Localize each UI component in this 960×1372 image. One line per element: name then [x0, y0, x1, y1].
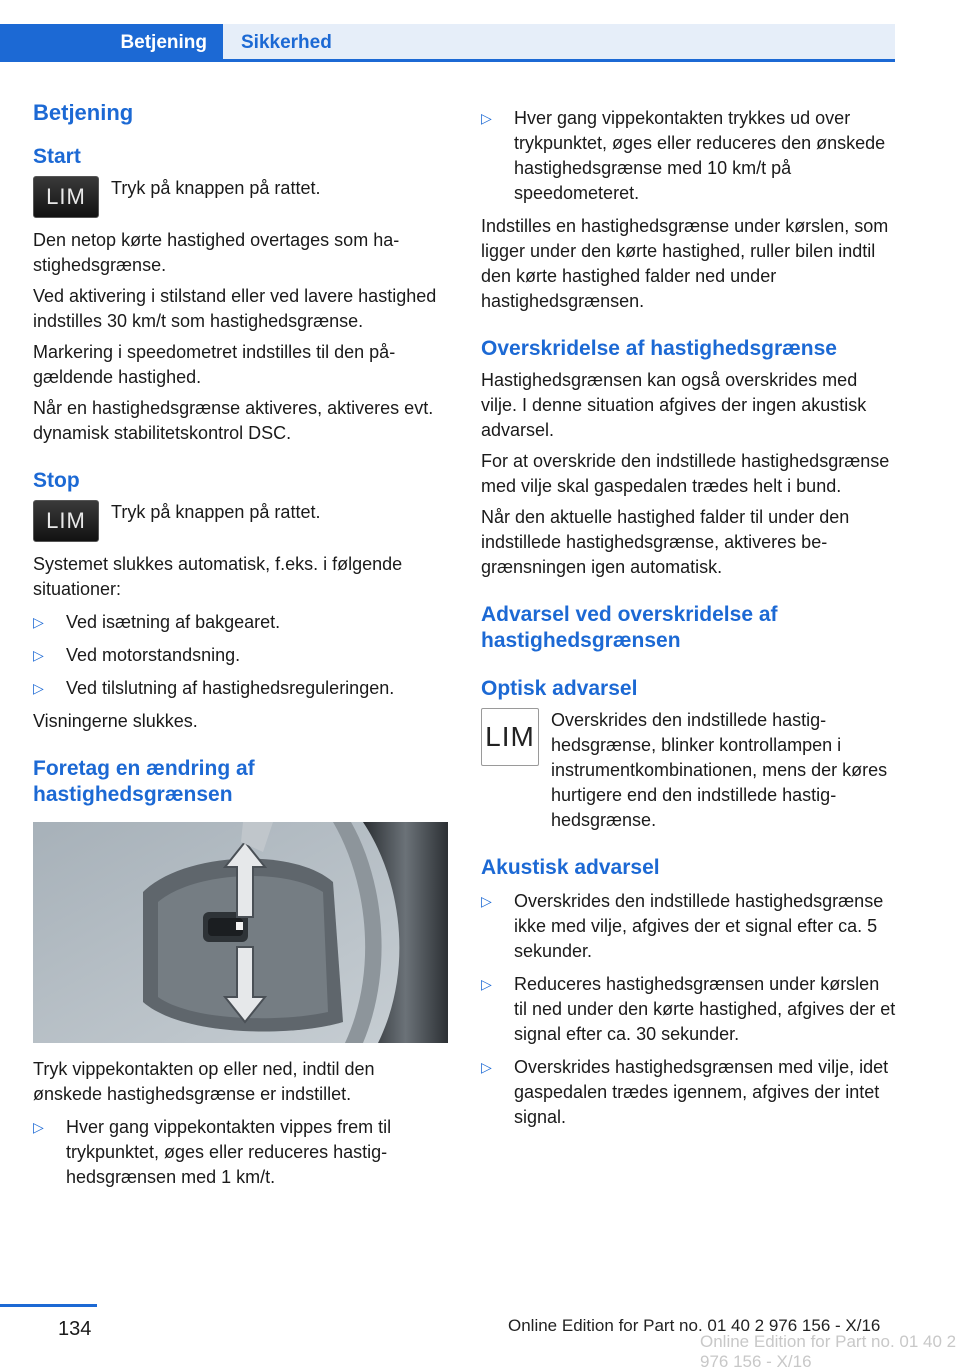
exceed-paragraph-1: Hastighedsgrænsen kan også overskrides med vilje. I denne situation afgives der ingen akustisk advarsel.	[481, 370, 867, 440]
list-item: ▷ Ved motorstandsning.	[33, 643, 448, 668]
change-paragraph: Tryk vippekontakten op eller ned, indtil den ønskede hastighedsgrænse er indstillet.	[33, 1059, 375, 1104]
lim-indicator-icon: LIM	[481, 708, 539, 766]
stop-after: Visningerne slukkes.	[33, 711, 198, 731]
list-item: ▷ Ved tilslutning af hastighedsreguleringen.	[33, 676, 448, 701]
start-heading: Start	[33, 145, 81, 168]
stop-instruction-row	[33, 500, 448, 542]
list-item: ▷ Overskrides den indstillede hastighedsgrænse ikke med vilje, afgives der et signal efter ca. 5 sekunder.	[481, 889, 896, 964]
list-item: ▷ Overskrides hastighedsgrænsen med vilje, idet gaspedalen trædes igennem, afgives der intet signal.	[481, 1055, 896, 1130]
chapter-tab-bar	[0, 24, 895, 62]
start-paragraph-1: Den netop kørte hastighed overtages som hastighedsgrænse.	[33, 230, 400, 275]
exceed-paragraph-3: Når den aktuelle hastighed falder til under den indstillede hastighedsgrænse, aktiveres begrænsningen igen automatisk.	[481, 507, 850, 577]
section-title: Betjening	[33, 100, 134, 125]
left-column	[33, 100, 448, 1198]
page-number: 134	[58, 1318, 92, 1340]
stop-heading: Stop	[33, 469, 80, 492]
optical-warning-row	[481, 708, 896, 833]
footer-rule	[0, 1304, 97, 1307]
start-instruction-row	[33, 176, 448, 218]
tab-betjening[interactable]: Betjening	[0, 24, 223, 60]
acoustic-warning-heading: Akustisk advarsel	[481, 856, 660, 879]
start-paragraph-3: Markering i speedometret indstilles til den pågældende hastighed.	[33, 342, 396, 387]
lim-button-icon: LIM	[33, 176, 99, 218]
start-paragraph-4: Når en hastighedsgrænse aktiveres, aktiveres evt. dynamisk stabilitetskontrol DSC.	[33, 398, 434, 443]
optical-warning-heading: Optisk advarsel	[481, 677, 638, 700]
stop-paragraph: Systemet slukkes automatisk, f.eks. i følgende situationer:	[33, 554, 403, 599]
list-item: ▷ Reduceres hastighedsgrænsen under kørslen til ned under den kørte hastighed, afgives der et signal efter ca. 30 sekunder.	[481, 972, 896, 1047]
edition-text: Online Edition for Part no. 01 40 2 976 156 - X/16	[508, 1316, 881, 1335]
optical-warning-text: Overskrides den indstillede hastighedsgrænse, blinker kontrollampen i instrumentkombinationen, mens der køres hurtigere end den indstillede hastighedsgrænse.	[551, 710, 888, 830]
watermark-text: Online Edition for Part no. 01 40 2 976 156 - X/16	[700, 1332, 957, 1371]
start-instruction: Tryk på knappen på rattet.	[111, 178, 321, 198]
exceed-paragraph-2: For at overskride den indstillede hastighedsgrænse med vilje skal gaspedalen trædes helt i bund.	[481, 451, 890, 496]
list-item: ▷ Hver gang vippekontakten trykkes ud over trykpunktet, øges eller reduceres den ønskede hastighedsgrænse med 10 km/t på speedometeret.	[481, 106, 896, 206]
change-list	[33, 1115, 448, 1190]
change-after: Indstilles en hastighedsgrænse under kørslen, som ligger under den kørte hastighed, ruller bilen indtil den kørte hastighed falder ned under hastighedsgrænsen.	[481, 216, 889, 311]
warning-heading: Advarsel ved overskridelse af hastighedsgrænsen	[481, 603, 778, 652]
lim-button-icon: LIM	[33, 500, 99, 542]
tab-sikkerhed[interactable]: Sikkerhed	[223, 24, 895, 60]
change-heading: Foretag en ændring af hastighedsgrænsen	[33, 757, 255, 806]
acoustic-list	[481, 889, 896, 1130]
list-item: ▷ Ved isætning af bakgearet.	[33, 610, 448, 635]
exceed-heading: Overskridelse af hastighedsgrænse	[481, 337, 837, 360]
list-item: ▷ Hver gang vippekontakten vippes frem til trykpunktet, øges eller reduceres hastighedsgrænsen med 1 km/t.	[33, 1115, 448, 1190]
tab-underline	[0, 59, 895, 62]
stop-list	[33, 610, 448, 701]
change-list-continued	[481, 106, 896, 206]
right-column	[481, 100, 896, 1138]
steering-wheel-rocker-photo	[33, 822, 448, 1043]
stop-instruction: Tryk på knappen på rattet.	[111, 502, 321, 522]
start-paragraph-2: Ved aktivering i stilstand eller ved lavere hastighed indstilles 30 km/t som hastighedsgrænse.	[33, 286, 437, 331]
